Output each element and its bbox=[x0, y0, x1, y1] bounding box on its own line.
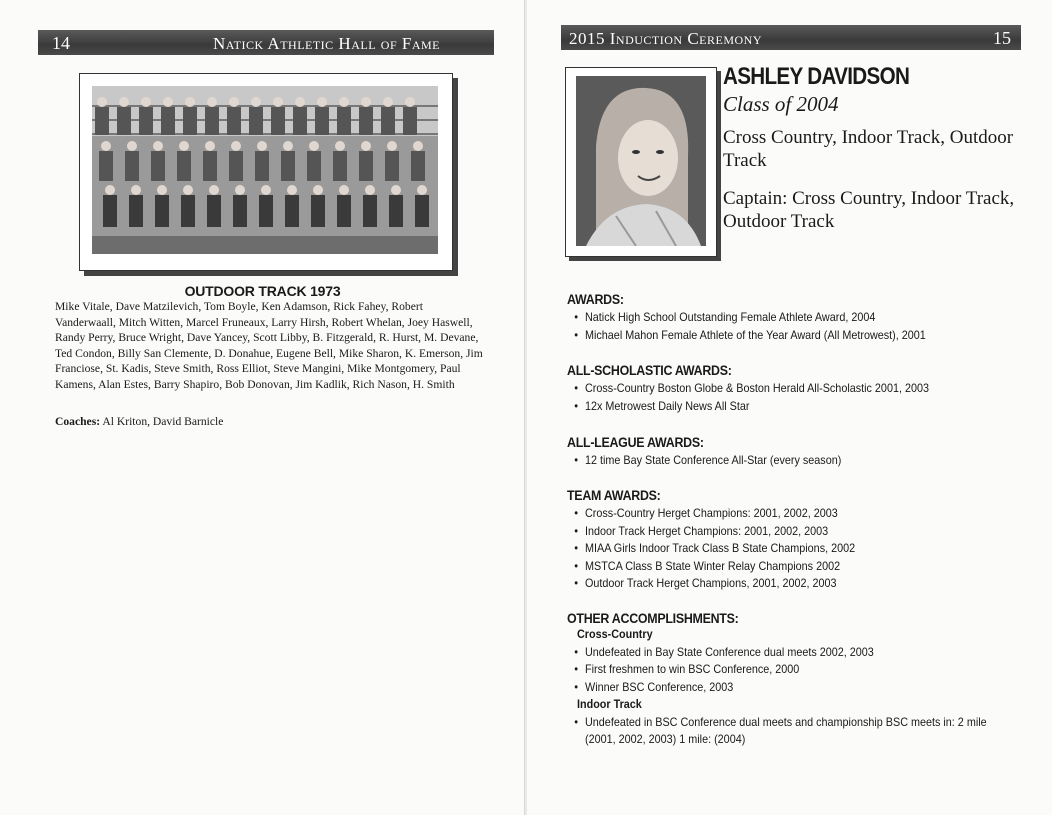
indoor-track-subtitle: Indoor Track bbox=[577, 697, 642, 711]
league-list bbox=[567, 452, 872, 470]
cross-country-item: • First freshmen to win BSC Conference, 2000 bbox=[567, 661, 1008, 679]
scholastic-item: • 12x Metrowest Daily News All Star bbox=[567, 398, 929, 416]
team-photo-frame bbox=[79, 73, 453, 271]
cross-country-list bbox=[567, 644, 1052, 697]
right-header-bar bbox=[561, 25, 1021, 50]
awards-title: AWARDS: bbox=[567, 292, 624, 307]
indoor-track-list bbox=[567, 714, 1052, 749]
team-awards-section bbox=[567, 488, 887, 593]
award-item: • Natick High School Outstanding Female Athlete Award, 2004 bbox=[567, 309, 926, 327]
right-page-number: 15 bbox=[993, 28, 1011, 48]
scholastic-list bbox=[567, 380, 969, 415]
class-of: Class of 2004 bbox=[723, 92, 839, 116]
team-photo bbox=[92, 86, 438, 254]
left-header-bar bbox=[38, 30, 494, 55]
awards-list bbox=[567, 309, 966, 344]
team-awards-title: TEAM AWARDS: bbox=[567, 488, 661, 503]
inductee-portrait bbox=[576, 76, 706, 246]
captain-line: Captain: Cross Country, Indoor Track, Outdoor Track bbox=[723, 188, 1015, 232]
left-header-title: Natick Athletic Hall of Fame bbox=[213, 34, 440, 53]
team-award-item: • Cross-Country Herget Champions: 2001, 2002, 2003 bbox=[567, 505, 855, 523]
league-section bbox=[567, 435, 872, 470]
sports-list: Cross Country, Indoor Track, Outdoor Track bbox=[723, 127, 1014, 171]
coaches-line bbox=[55, 415, 223, 428]
team-roster: Mike Vitale, Dave Matzilevich, Tom Boyle, Ken Adamson, Rick Fahey, Robert Vanderwaall, Mitch Witten, Marcel Fruneaux, Larry Hirsh, Robert Whelan, Joey Haswell, Randy Perry, Bruce Wright, Dave Yancey, Scott Libby, B. Fitzgerald, R. Hurst, M. Devane, Ted Condon, Billy San Clemente, D. Donahue, Eugene Bell, Mike Sharon, K. Emerson, Jim Franciose, St. Kadis, Steve Smith, Ross Elliot, Steve Mangini, Mike Montgomery, Paul Kamens, Alan Estes, Barry Shapiro, Bob Donovan, Jim Kadlik, Rich Nason, H. Smith bbox=[55, 300, 483, 391]
league-title: ALL-LEAGUE AWARDS: bbox=[567, 435, 704, 450]
scholastic-section bbox=[567, 363, 969, 415]
cross-country-item: • Winner BSC Conference, 2003 bbox=[567, 679, 1008, 697]
inductee-name: ASHLEY DAVIDSON bbox=[723, 63, 910, 90]
team-award-item: • Outdoor Track Herget Champions, 2001, 2002, 2003 bbox=[567, 575, 855, 593]
cross-country-subtitle: Cross-Country bbox=[577, 627, 653, 641]
right-page bbox=[527, 0, 1052, 815]
coaches-label: Coaches: bbox=[55, 415, 101, 428]
scholastic-title: ALL-SCHOLASTIC AWARDS: bbox=[567, 363, 732, 378]
photo-caption-title: OUTDOOR TRACK 1973 bbox=[184, 283, 341, 299]
indoor-track-item: • Undefeated in BSC Conference dual meets and championship BSC meets in: 2 mile (2001, 2002, 2003) 1 mile: (2004) bbox=[567, 714, 1008, 749]
awards-section bbox=[567, 292, 966, 344]
team-award-item: • MSTCA Class B State Winter Relay Champions 2002 bbox=[567, 558, 855, 576]
league-item: • 12 time Bay State Conference All-Star (every season) bbox=[567, 452, 841, 470]
right-header-title: 2015 Induction Ceremony bbox=[569, 29, 762, 48]
scholastic-item: • Cross-Country Boston Globe & Boston Herald All-Scholastic 2001, 2003 bbox=[567, 380, 929, 398]
left-page bbox=[0, 0, 525, 815]
award-item: • Michael Mahon Female Athlete of the Year Award (All Metrowest), 2001 bbox=[567, 327, 926, 345]
cross-country-item: • Undefeated in Bay State Conference dual meets 2002, 2003 bbox=[567, 644, 1008, 662]
other-accomplishments-section bbox=[567, 611, 1052, 749]
other-accomplishments-title: OTHER ACCOMPLISHMENTS: bbox=[567, 611, 739, 626]
left-page-number: 14 bbox=[52, 33, 70, 53]
portrait-frame bbox=[565, 67, 717, 257]
team-award-item: • MIAA Girls Indoor Track Class B State Champions, 2002 bbox=[567, 540, 855, 558]
coaches-names: Al Kriton, David Barnicle bbox=[102, 415, 224, 428]
team-award-item: • Indoor Track Herget Champions: 2001, 2002, 2003 bbox=[567, 523, 855, 541]
team-awards-list bbox=[567, 505, 887, 593]
